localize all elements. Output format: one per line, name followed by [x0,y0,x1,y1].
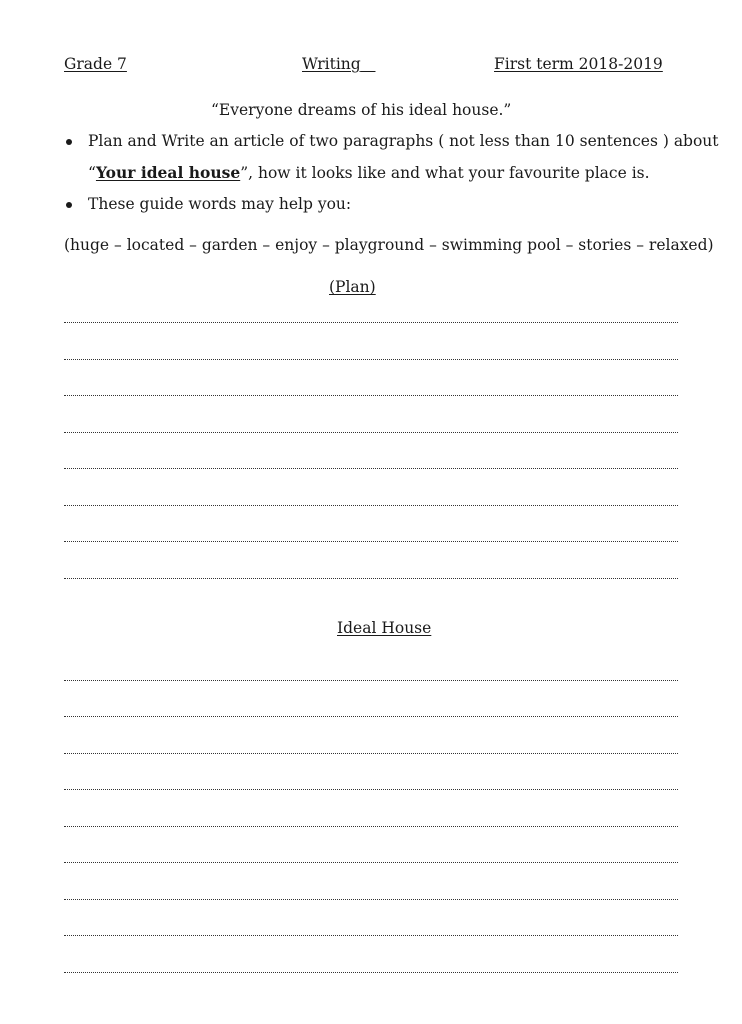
term-label: First term 2018-2019 [494,55,663,73]
bullet-icon [66,139,72,145]
grade-label: Grade 7 [64,55,127,73]
quote-text: “Everyone dreams of his ideal house.” [211,101,512,119]
essay-writing-line[interactable] [64,935,678,936]
instruction-line-2 [88,163,650,182]
subject-label [302,55,375,73]
essay-writing-line[interactable] [64,789,678,790]
open-quote: “ [88,164,96,182]
topic-title: Your ideal house [95,163,241,182]
subject-text: Writing [302,55,361,73]
plan-writing-line[interactable] [64,505,678,506]
essay-writing-line[interactable] [64,972,678,973]
essay-writing-line[interactable] [64,862,678,863]
essay-writing-line[interactable] [64,753,678,754]
guide-words: (huge – located – garden – enjoy – playground – swimming pool – stories – relaxed) [64,236,714,254]
essay-writing-line[interactable] [64,680,678,681]
plan-writing-line[interactable] [64,432,678,433]
essay-heading: Ideal House [337,619,432,637]
plan-writing-line[interactable] [64,468,678,469]
instruction-guide: These guide words may help you: [88,195,352,213]
essay-writing-line[interactable] [64,826,678,827]
plan-writing-line[interactable] [64,359,678,360]
plan-heading: (Plan) [329,278,376,296]
plan-writing-line[interactable] [64,541,678,542]
plan-writing-line[interactable] [64,395,678,396]
plan-writing-line[interactable] [64,578,678,579]
instruction-line-1: Plan and Write an article of two paragraphs ( not less than 10 sentences ) about [88,132,719,150]
instruction-rest: ”, how it looks like and what your favourite place is. [240,164,650,182]
plan-writing-line[interactable] [64,322,678,323]
bullet-icon [66,202,72,208]
essay-writing-line[interactable] [64,899,678,900]
essay-writing-line[interactable] [64,716,678,717]
